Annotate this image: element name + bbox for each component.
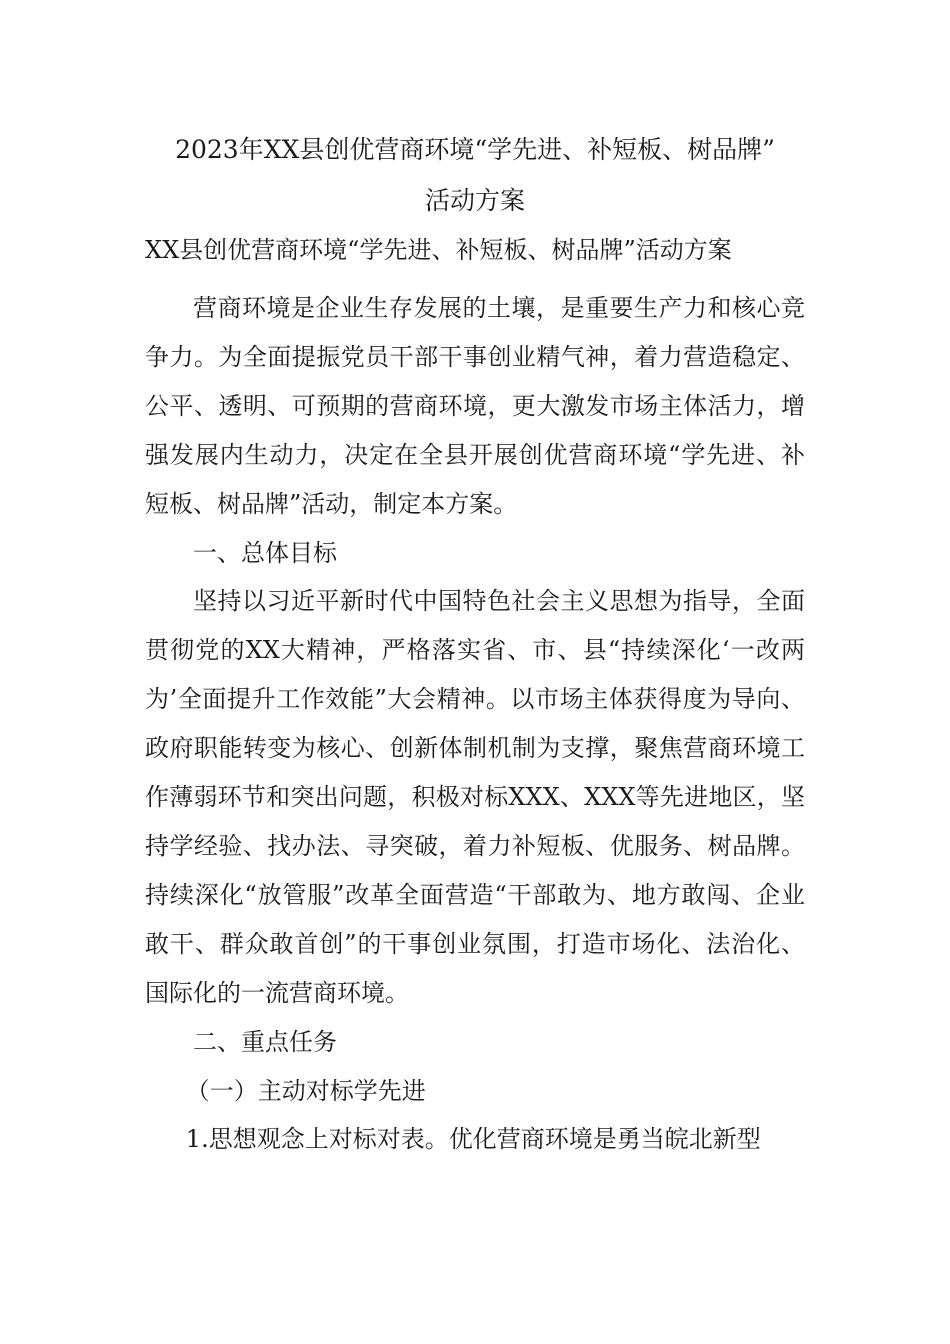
intro-paragraph: 营商环境是企业生存发展的土壤，是重要生产力和核心竞争力。为全面提振党员干部干事创业精气神，着力营造稳定、公平、透明、可预期的营商环境，更大激发市场主体活力，增强发展内生动力，决定在全县开展创优营商环境“学先进、补短板、树品牌”活动，制定本方案。 [145, 294, 805, 518]
section-heading-key-tasks: 二、重点任务 [193, 1027, 337, 1056]
subsection-heading-benchmark: （一）主动对标学先进 [185, 1076, 426, 1105]
document-body [145, 284, 805, 1164]
document-subtitle: XX县创优营商环境“学先进、补短板、树品牌”活动方案 [145, 236, 732, 264]
section-heading-overall-goal: 一、总体目标 [193, 538, 337, 567]
numbered-paragraph-1: 1.思想观念上对标对表。优化营商环境是勇当皖北新型 [185, 1125, 761, 1154]
document-title-line-2: 活动方案 [424, 186, 525, 215]
document-title-line-1: 2023年XX县创优营商环境“学先进、补短板、树品牌” [175, 135, 775, 164]
goal-paragraph: 坚持以习近平新时代中国特色社会主义思想为指导，全面贯彻党的XX大精神，严格落实省、市、县“持续深化‘一改两为’全面提升工作效能”大会精神。以市场主体获得度为导向、政府职能转变为核心、创新体制机制为支撑，聚焦营商环境工作薄弱环节和突出问题，积极对标XXX、XXX等先进地区，坚持学经验、找办法、寻突破，着力补短板、优服务、树品牌。持续深化“放管服”改革全面营造“干部敢为、地方敢闯、企业敢干、群众敢首创”的干事创业氛围，打造市场化、法治化、国际化的一流营商环境。 [145, 587, 805, 1007]
